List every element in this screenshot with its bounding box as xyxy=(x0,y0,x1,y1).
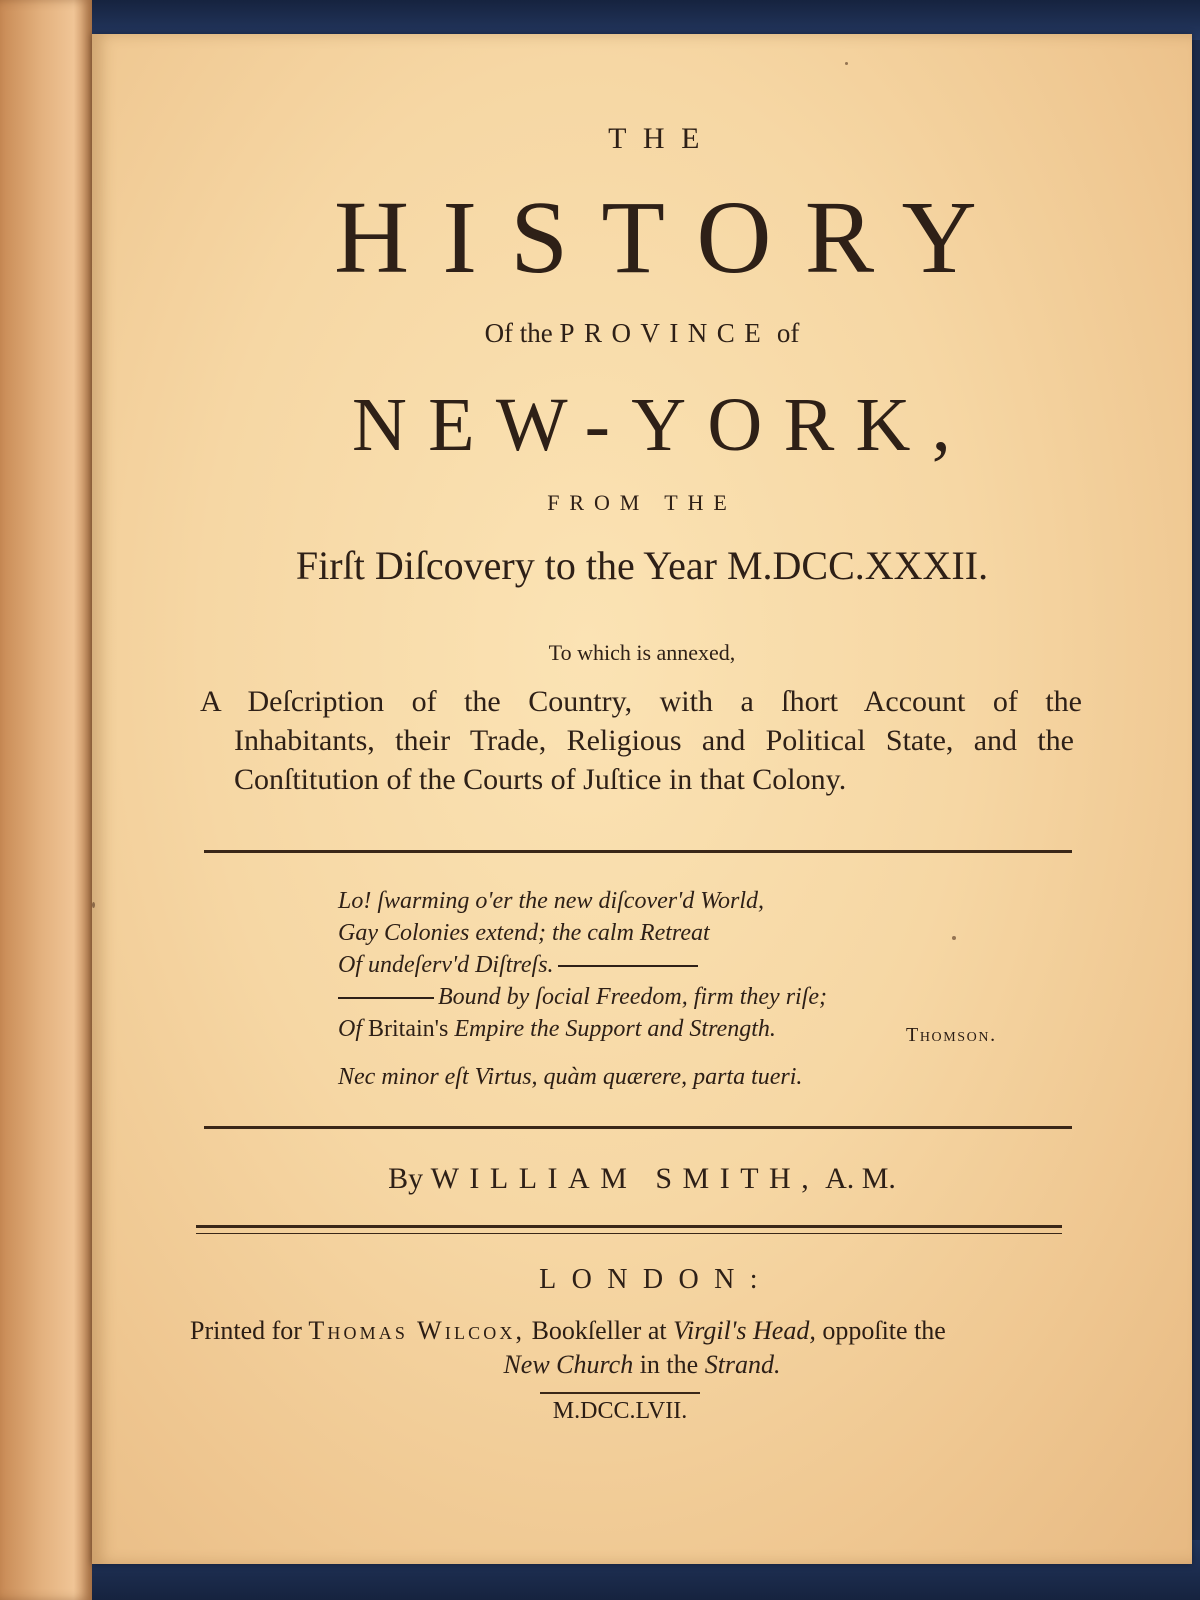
double-rule-thick xyxy=(196,1225,1062,1228)
province-word: PROVINCE xyxy=(559,318,771,348)
subtitle-province xyxy=(92,318,1192,349)
imprint-opposite: oppoſite the xyxy=(822,1316,946,1345)
poem-line-2: Gay Colonies extend; the calm Retreat xyxy=(338,920,710,946)
poem-line-5 xyxy=(338,1016,776,1043)
latin-motto: Nec minor eſt Virtus, quàm quærere, parta tueri. xyxy=(338,1064,803,1090)
heading-history: HISTORY xyxy=(333,180,1011,295)
subtitle-from-the: FROM THE xyxy=(547,490,737,515)
province-prefix: Of the xyxy=(484,318,553,348)
poem-line-4 xyxy=(338,984,827,1011)
poem-line-1: Lo! ſwarming o'er the new diſcover'd World, xyxy=(338,888,765,914)
annexed-line: To which is annexed, xyxy=(548,640,736,665)
paper-speck xyxy=(92,902,95,908)
imprint-line-2 xyxy=(92,1350,1192,1380)
paper-speck xyxy=(952,936,956,940)
imprint-church: New Church xyxy=(503,1350,634,1379)
imprint-printed-for: Printed for xyxy=(190,1316,302,1345)
heading-the: THE xyxy=(608,122,716,155)
em-dash-rule xyxy=(558,965,698,967)
heading-new-york: NEW-YORK, xyxy=(351,383,973,467)
double-rule-thin xyxy=(196,1233,1062,1234)
poem-line-3 xyxy=(338,952,698,979)
author-line xyxy=(92,1162,1192,1196)
imprint-strand: Strand. xyxy=(704,1350,781,1379)
subtitle-first-discovery: Firſt Diſcovery to the Year M.DCC.XXXII. xyxy=(295,543,989,588)
author-name: WILLIAM SMITH, xyxy=(430,1162,820,1195)
description-line-1: A Deſcription of the Country, with a ſhort Account of the xyxy=(200,685,1082,718)
poem-line-5-c: Empire the Support and Strength. xyxy=(454,1016,776,1042)
author-by: By xyxy=(388,1162,424,1195)
poem-attribution: Thomson. xyxy=(906,1024,997,1046)
poem-line-5-b: Britain's xyxy=(368,1016,449,1042)
facing-page-edge xyxy=(0,0,92,1600)
province-suffix: of xyxy=(776,318,800,348)
paper-speck xyxy=(845,62,848,65)
poem-line-5-a: Of xyxy=(338,1016,362,1042)
em-dash-rule xyxy=(338,997,434,999)
imprint-line-1 xyxy=(190,1316,946,1346)
imprint-bookseller: Bookſeller at xyxy=(531,1316,667,1345)
imprint-in-the: in the xyxy=(639,1350,699,1379)
poem-line-4-text: Bound by ſocial Freedom, firm they riſe; xyxy=(438,984,828,1010)
author-degree: A. M. xyxy=(825,1162,896,1195)
divider-rule xyxy=(204,850,1072,853)
imprint-sign: Virgil's Head, xyxy=(673,1316,816,1345)
description-line-3: Conſtitution of the Courts of Juſtice in that Colony. xyxy=(234,763,847,796)
divider-rule xyxy=(204,1126,1072,1129)
imprint-city: LONDON: xyxy=(539,1264,773,1295)
imprint-year: M.DCC.LVII. xyxy=(540,1392,700,1425)
description-line-2: Inhabitants, their Trade, Religious and Political State, and the xyxy=(234,724,1074,757)
poem-line-3-text: Of undeſerv'd Diſtreſs. xyxy=(338,952,554,978)
imprint-publisher: Thomas Wilcox, xyxy=(308,1316,526,1345)
